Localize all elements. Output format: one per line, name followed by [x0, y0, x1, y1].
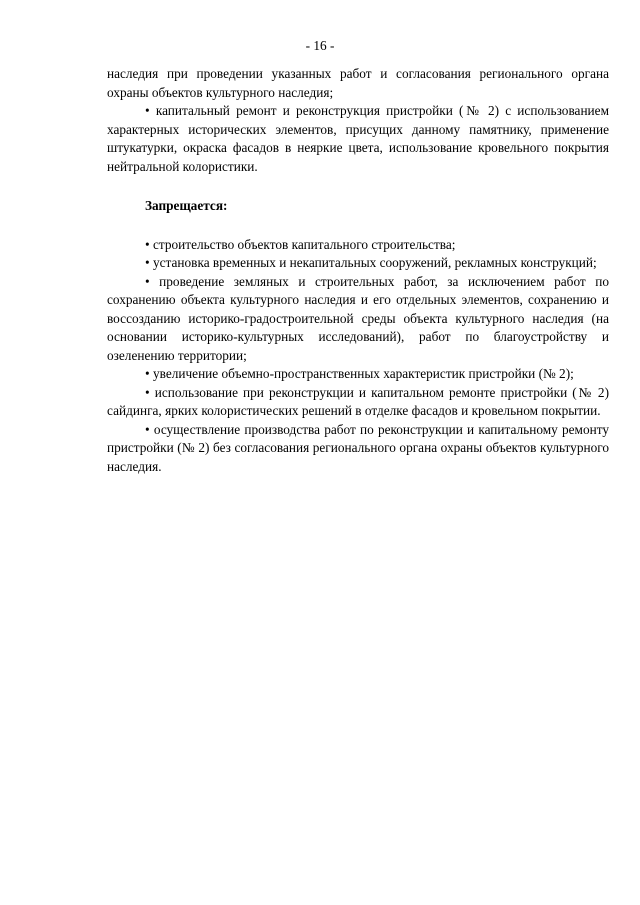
prohibited-item: • осуществление производства работ по реконструкции и капитальному ремонту пристройки (№ 2) без согласования регионального органа охраны объектов культурного наследия. — [107, 421, 609, 474]
prohibited-item: • увеличение объемно-пространственных характеристик пристройки (№ 2); — [145, 366, 574, 381]
continuation-paragraph: наследия при проведении указанных работ и согласования регионального органа охраны объектов культурного наследия; — [107, 66, 609, 100]
allowed-item-paragraph: • капитальный ремонт и реконструкция пристройки (№ 2) с использованием характерных исторических элементов, присущих данному памятнику, применение штукатурки, окраска фасадов в неяркие цвета, использование кровельного покрытия нейтральной колористики. — [107, 103, 609, 174]
page-number: - 16 - — [305, 38, 335, 53]
prohibited-heading: Запрещается: — [145, 198, 228, 213]
document-body — [107, 65, 609, 476]
prohibited-item: • проведение земляных и строительных работ, за исключением работ по сохранению объекта культурного наследия и его отдельных элементов, сохранению и воссозданию историко-градостроительной среды объекта культурного наследия (на основании историко-культурных исследований), работ по благоустройству и озеленению территории; — [107, 273, 609, 363]
prohibited-item: • использование при реконструкции и капитальном ремонте пристройки (№ 2) сайдинга, ярких колористических решений в отделке фасадов и кровельном покрытии. — [107, 384, 609, 418]
prohibited-item: • строительство объектов капитального строительства; — [145, 236, 456, 252]
prohibited-item: • установка временных и некапитальных сооружений, рекламных конструкций; — [145, 255, 597, 270]
